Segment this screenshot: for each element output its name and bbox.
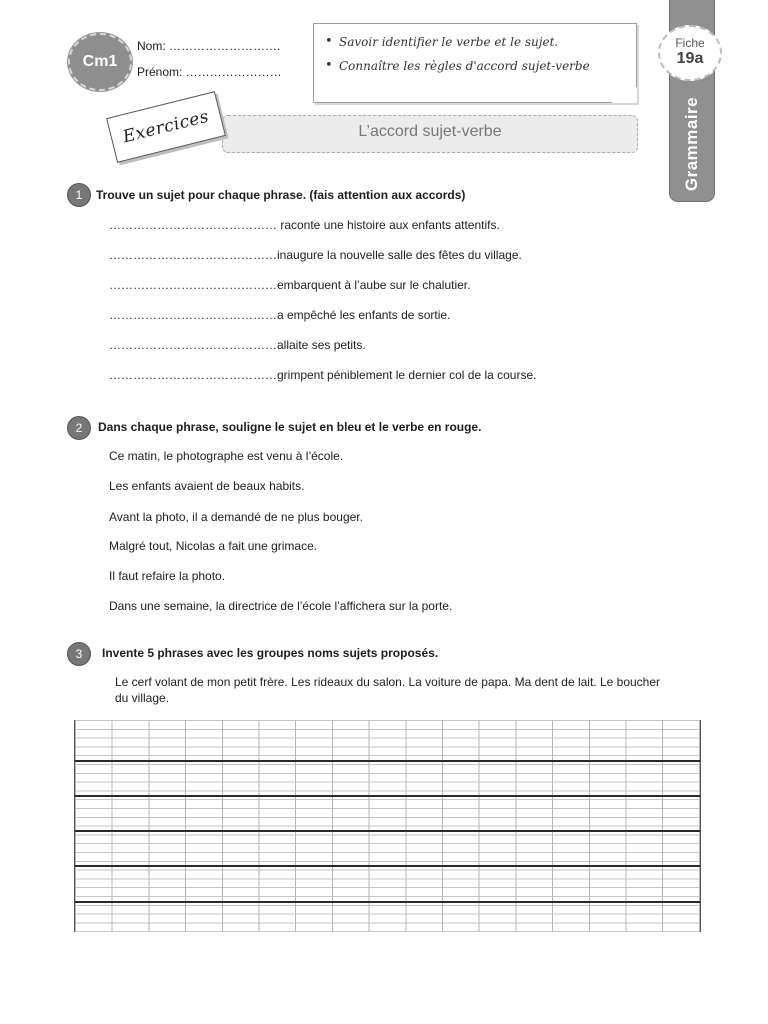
firstname-field[interactable]: Prénom: …………………… — [137, 65, 282, 79]
sheet-badge — [658, 25, 722, 81]
exercise-1-line[interactable]: ……………………………………a empêché les enfants de sortie. — [109, 308, 451, 322]
exercise-1-instruction: Trouve un sujet pour chaque phrase. (fais attention aux accords) — [96, 188, 466, 202]
exercise-1-line[interactable]: …………………………………… raconte une histoire aux enfants attentifs. — [109, 218, 500, 232]
exercise-3-instruction: Invente 5 phrases avec les groupes noms sujets proposés. — [102, 646, 439, 660]
writing-baseline — [75, 830, 700, 832]
sheet-number: 19a — [676, 50, 704, 67]
level-badge — [68, 33, 132, 91]
objective-item: • Savoir identifier le verbe et le sujet. — [339, 30, 636, 54]
exercises-tag-label: Exercices — [120, 106, 212, 148]
exercise-3-subjects: Le cerf volant de mon petit frère. Les rideaux du salon. La voiture de papa. Ma dent de lait. Le boucher du village. — [115, 675, 661, 705]
writing-baseline — [75, 760, 700, 762]
exercise-2-sentence: Avant la photo, il a demandé de ne plus bouger. — [109, 510, 363, 524]
exercise-1-line[interactable]: ……………………………………inaugure la nouvelle salle des fêtes du village. — [109, 248, 522, 262]
exercise-2-sentence: Malgré tout, Nicolas a fait une grimace. — [109, 539, 318, 553]
exercise-1-line[interactable]: ……………………………………embarquent à l’aube sur le chalutier. — [109, 278, 471, 292]
objectives-note — [313, 23, 637, 103]
writing-grid[interactable] — [74, 720, 701, 932]
exercise-2-sentence: Les enfants avaient de beaux habits. — [109, 479, 305, 493]
exercise-2-sentence: Dans une semaine, la directrice de l’école l’affichera sur la porte. — [109, 599, 453, 613]
writing-baseline — [75, 865, 700, 867]
page-curl — [611, 87, 637, 103]
page-title: L’accord sujet-verbe — [358, 123, 502, 140]
sheet-label: Fiche — [675, 36, 705, 50]
level-label: Cm1 — [82, 53, 118, 70]
name-field[interactable]: Nom: ………………………. — [137, 39, 281, 53]
exercise-3-number: 3 — [67, 642, 91, 666]
exercise-1-number: 1 — [67, 183, 91, 207]
objective-item: • Connaître les règles d'accord sujet-verbe — [339, 54, 636, 78]
exercise-1-line[interactable]: ……………………………………grimpent péniblement le dernier col de la course. — [109, 368, 537, 382]
exercise-2-sentence: Il faut refaire la photo. — [109, 569, 226, 583]
writing-baseline — [75, 795, 700, 797]
objectives-list — [314, 24, 636, 78]
exercise-2-sentence: Ce matin, le photographe est venu à l’école. — [109, 449, 344, 463]
exercises-tag — [106, 91, 226, 163]
exercise-1-line[interactable]: ……………………………………allaite ses petits. — [109, 338, 366, 352]
exercise-2-number: 2 — [67, 416, 91, 440]
exercise-2-instruction: Dans chaque phrase, souligne le sujet en bleu et le verbe en rouge. — [98, 420, 482, 434]
writing-baseline — [75, 901, 700, 903]
title-bar — [222, 115, 638, 153]
subject-label: Grammaire — [682, 96, 701, 192]
